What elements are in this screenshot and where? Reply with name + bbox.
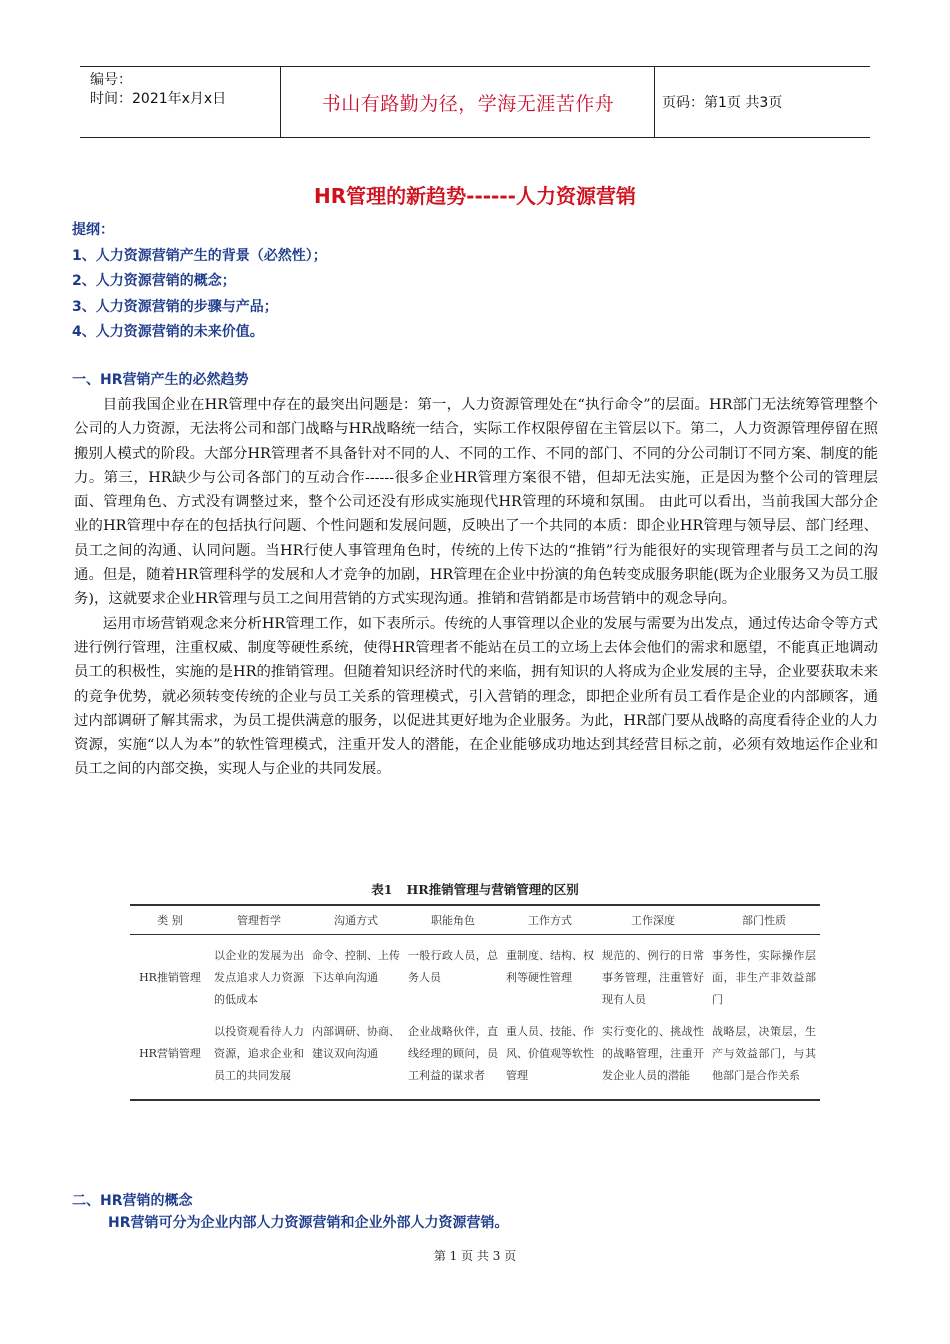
header-table (80, 66, 870, 138)
table-cell: 一般行政人员，总务人员 (408, 949, 498, 984)
table-cell: 事务性，实际操作层面，非生产非效益部门 (712, 949, 816, 1006)
table-row (130, 935, 820, 1012)
paragraph: 运用市场营销观念来分析HR管理工作，如下表所示。传统的人事管理以企业的发展与需要为出发点，通过传达命令等方式进行例行管理，注重权威、制度等硬性系统，使得HR管理者不能站在员工的立场上去体会他们的需求和愿望，不能真正地调动员工的积极性，实施的是HR的推销管理。但随着知识经济时代的来临，拥有知识的人将成为企业发展的主导，企业要获取未来的竞争优势，就必须转变传统的企业与员工关系的管理模式，引入营销的理念，即把企业所有员工看作是企业的内部顾客，通过内部调研了解其需求，为员工提供满意的服务，以促进其更好地为企业服务。为此，HR部门要从战略的高度看待企业的人力资源，实施“以人为本”的软性管理模式，注重开发人的潜能，在企业能够成功地达到其经营目标之前，必须有效地运作企业和员工之间的内部交换，实现人与企业的共同发展。 (74, 615, 878, 778)
header-left-cell (90, 71, 280, 109)
table-header-cell: 沟通方式 (308, 905, 404, 935)
section-heading: 一、HR营销产生的必然趋势 (72, 372, 249, 388)
table-header-row (130, 905, 820, 935)
header-motto: 书山有路勤为径，学海无涯苦作舟 (321, 92, 615, 115)
outline (72, 218, 327, 346)
section-body (74, 393, 878, 782)
table-cell: 企业战略伙伴，直线经理的顾问，员工利益的谋求者 (408, 1025, 498, 1082)
table-header-cell: 工作深度 (598, 905, 708, 935)
table-header-cell: 管理哲学 (210, 905, 308, 935)
document-title: HR管理的新趋势------人力资源营销 (314, 184, 636, 208)
paragraph: 目前我国企业在HR管理中存在的最突出问题是：第一，人力资源管理处在“执行命令”的层面。HR部门无法统筹管理整个公司的人力资源，无法将公司和部门战略与HR战略统一结合，实际工作权限停留在主管层以下。第二，人力资源管理停留在照搬别人模式的阶段。大部分HR管理者不具备针对不同的人、不同的工作、不同的部门、不同的分公司制订不同方案、制度的能力。第三，HR缺少与公司各部门的互动合作------很多企业HR管理方案很不错，但却无法实施，正是因为整个公司的管理层面、管理角色、方式没有调整过来，整个公司还没有形成实施现代HR管理的环境和氛围。 由此可以看出，当前我国大部分企业的HR管理中存在的包括执行问题、个性问题和发展问题，反映出了一个共同的本质：即企业HR管理与领导层、部门经理、员工之间的沟通、认同问题。当HR行使人事管理角色时，传统的上传下达的“推销”行为能很好的实现管理者与员工之间的沟通。但是，随着HR管理科学的发展和人才竞争的加剧，HR管理在企业中扮演的角色转变成服务职能(既为企业服务又为员工服务)，这就要求企业HR管理与员工之间用营销的方式实现沟通。推销和营销都是市场营销中的观念导向。 (74, 397, 878, 608)
table-cell: 规范的、例行的日常事务管理，注重管好现有人员 (602, 949, 704, 1006)
table-header-cell: 部门性质 (708, 905, 820, 935)
table-caption-text: HR推销管理与营销管理的区别 (406, 882, 579, 897)
outline-item: 4、人力资源营销的未来价值。 (72, 324, 264, 340)
table-row (130, 1011, 820, 1100)
outline-item: 2、人力资源营销的概念； (72, 273, 236, 289)
table-cell: 命令、控制、上传下达单向沟通 (312, 949, 400, 984)
header-divider (654, 67, 655, 137)
table-cell: 以企业的发展为出发点追求人力资源的低成本 (214, 949, 304, 1006)
table-cell: HR推销管理 (139, 971, 201, 984)
table-header-cell: 工作方式 (502, 905, 598, 935)
header-divider (280, 67, 281, 137)
table-cell: 以投资观看待人力资源，追求企业和员工的共同发展 (214, 1025, 304, 1082)
table-cell: 实行变化的、挑战性的战略管理，注重开发企业人员的潜能 (602, 1025, 704, 1082)
table-cell: 战略层，决策层，生产与效益部门，与其他部门是合作关系 (712, 1025, 816, 1082)
outline-item: 1、人力资源营销产生的背景（必然性）； (72, 247, 327, 264)
section-body: HR营销可分为企业内部人力资源营销和企业外部人力资源营销。 (108, 1215, 509, 1231)
table-label: 表1 (371, 882, 393, 897)
table-cell: HR营销管理 (139, 1047, 201, 1060)
table-header-cell: 类 别 (130, 905, 210, 935)
table-cell: 内部调研、协商、建议双向沟通 (312, 1025, 400, 1060)
table-caption (0, 880, 950, 898)
comparison-table (130, 904, 820, 1101)
table-header-cell: 职能角色 (404, 905, 502, 935)
doc-time-label: 时间：2021年x月x日 (90, 91, 227, 107)
table-cell: 重人员、技能、作风、价值观等软性管理 (506, 1025, 594, 1082)
section-heading: 二、HR营销的概念 (72, 1193, 193, 1209)
page-footer: 第 1 页 共 3 页 (433, 1249, 517, 1263)
outline-label: 提纲： (72, 222, 114, 238)
table-cell: 重制度、结构、权利等硬性管理 (506, 949, 594, 984)
doc-number-label: 编号： (90, 72, 132, 88)
outline-item: 3、人力资源营销的步骤与产品； (72, 298, 278, 315)
header-page-info: 页码：第1页 共3页 (662, 95, 783, 111)
